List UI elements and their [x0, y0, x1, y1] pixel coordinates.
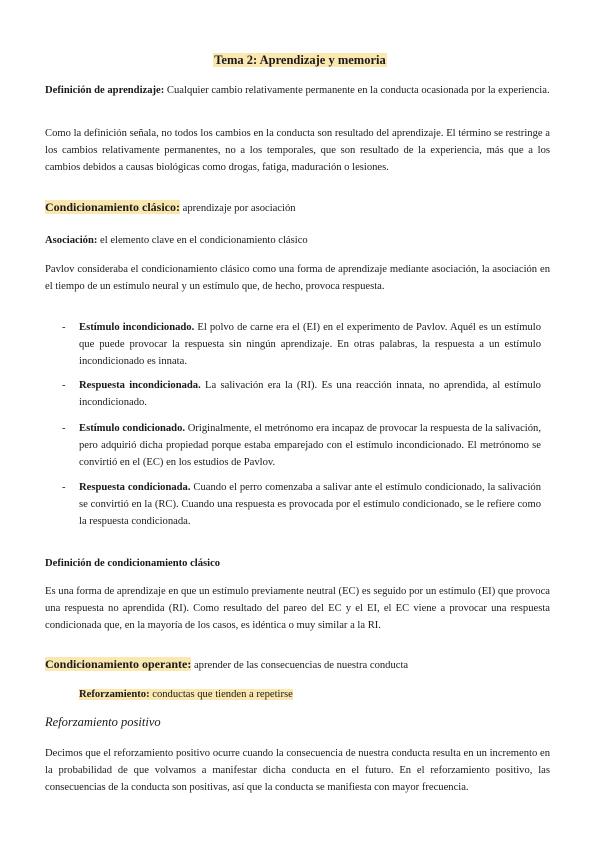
- list-item-estimulo-condicionado: [79, 420, 541, 471]
- list-bullet: -: [62, 322, 66, 333]
- list-bullet: -: [62, 482, 66, 493]
- definition-condicionamiento-paragraph: Es una forma de aprendizaje en que un estímulo previamente neutral (EC) es seguido por un estímulo (EI) que provoca una respuesta no aprendida (RI). Como resultado del pareo del EC y el EI, el EC viene a provocar una respuesta condicionada que, en la mayoría de los casos, es idéntica o muy similar a la RI.: [45, 586, 550, 631]
- list-item-respuesta-incondicionada: [79, 377, 541, 411]
- list-item-term: Respuesta incondicionada.: [79, 380, 201, 391]
- section-heading-text: Condicionamiento clásico:: [45, 200, 180, 214]
- pavlov-paragraph: Pavlov consideraba el condicionamiento clásico como una forma de aprendizaje mediante asociación, la asociación en el tiempo de un estímulo neural y un estímulo que, de hecho, provoca respuesta.: [45, 264, 550, 292]
- asociacion-text: el elemento clave en el condicionamiento clásico: [97, 235, 308, 246]
- page-title: [0, 51, 600, 69]
- list-item-term: Estímulo incondicionado.: [79, 322, 195, 333]
- list-item-text: Cuando el perro comenzaba a salivar ante el estímulo condicionado, la salivación se convirtió en la (RC). Cuando una respuesta es provocada por el estímulo condicionado, se le refiere como la respuesta condicionada.: [79, 482, 542, 527]
- list-bullet: -: [62, 380, 66, 391]
- list-item-term: Respuesta condicionada.: [79, 482, 191, 493]
- list-item-term: Estímulo condicionado.: [79, 423, 186, 434]
- section-heading-condicionamiento-operante: [45, 656, 550, 674]
- section-subtitle: aprendizaje por asociación: [180, 203, 296, 214]
- list-item-text: Originalmente, el metrónomo era incapaz de provocar la respuesta de la salivación, pero adquirió dicha propiedad porque estaba emparejado con el estímulo incondicionado. El metrónomo se convirtió en el (EC) en los estudios de Pavlov.: [79, 423, 541, 468]
- reforzamiento-positivo-heading: Reforzamiento positivo: [45, 715, 161, 729]
- definition-heading-text: Definición de condicionamiento clásico: [45, 558, 221, 569]
- section-heading-text: Condicionamiento operante:: [45, 657, 192, 671]
- list-bullet: -: [62, 423, 66, 434]
- definition-aprendizaje: [45, 82, 550, 99]
- list-item-estimulo-incondicionado: [79, 319, 541, 370]
- section-heading-condicionamiento-clasico: [45, 199, 550, 217]
- asociacion-line: [45, 232, 550, 249]
- list-item-respuesta-condicionada: [79, 479, 541, 530]
- definition-label: Definición de aprendizaje:: [45, 85, 165, 96]
- asociacion-label: Asociación:: [45, 235, 98, 246]
- definition-text: Cualquier cambio relativamente permanente en la conducta ocasionada por la experiencia.: [164, 85, 550, 96]
- reforzamiento-line: [79, 686, 549, 703]
- reforzamiento-text: conductas que tienden a repetirse: [149, 689, 293, 700]
- definition-condicionamiento-heading: [45, 555, 550, 572]
- reforzamiento-positivo-paragraph: Decimos que el reforzamiento positivo ocurre cuando la consecuencia de nuestra conducta resulta en un incremento en la probabilidad de que volvamos a manifestar dicha conducta en el futuro. En el reforzamiento positivo, las consecuencias de la conducta son positivas, así que la conducta se manifiesta con mayor frecuencia.: [45, 748, 550, 793]
- intro-paragraph: Como la definición señala, no todos los cambios en la conducta son resultado del aprendizaje. El término se restringe a los cambios relativamente permanentes, no a los temporales, que son resultado de la experiencia, más que a los cambios debidos a causas biológicas como drogas, fatiga, maduración o lesiones.: [45, 128, 550, 173]
- reforzamiento-label: Reforzamiento:: [79, 689, 150, 700]
- list-item-text: El polvo de carne era el (EI) en el experimento de Pavlov. Aquél es un estímulo que puede provocar la respuesta sin ningún aprendizaje. En otras palabras, la respuesta a un estímulo incondicionado es innata.: [79, 322, 542, 367]
- title-text: Tema 2: Aprendizaje y memoria: [214, 53, 386, 67]
- section-subtitle: aprender de las consecuencias de nuestra conducta: [191, 660, 409, 671]
- list-item-text: La salivación era la (RI). Es una reacción innata, no aprendida, al estímulo incondicionado.: [79, 380, 541, 408]
